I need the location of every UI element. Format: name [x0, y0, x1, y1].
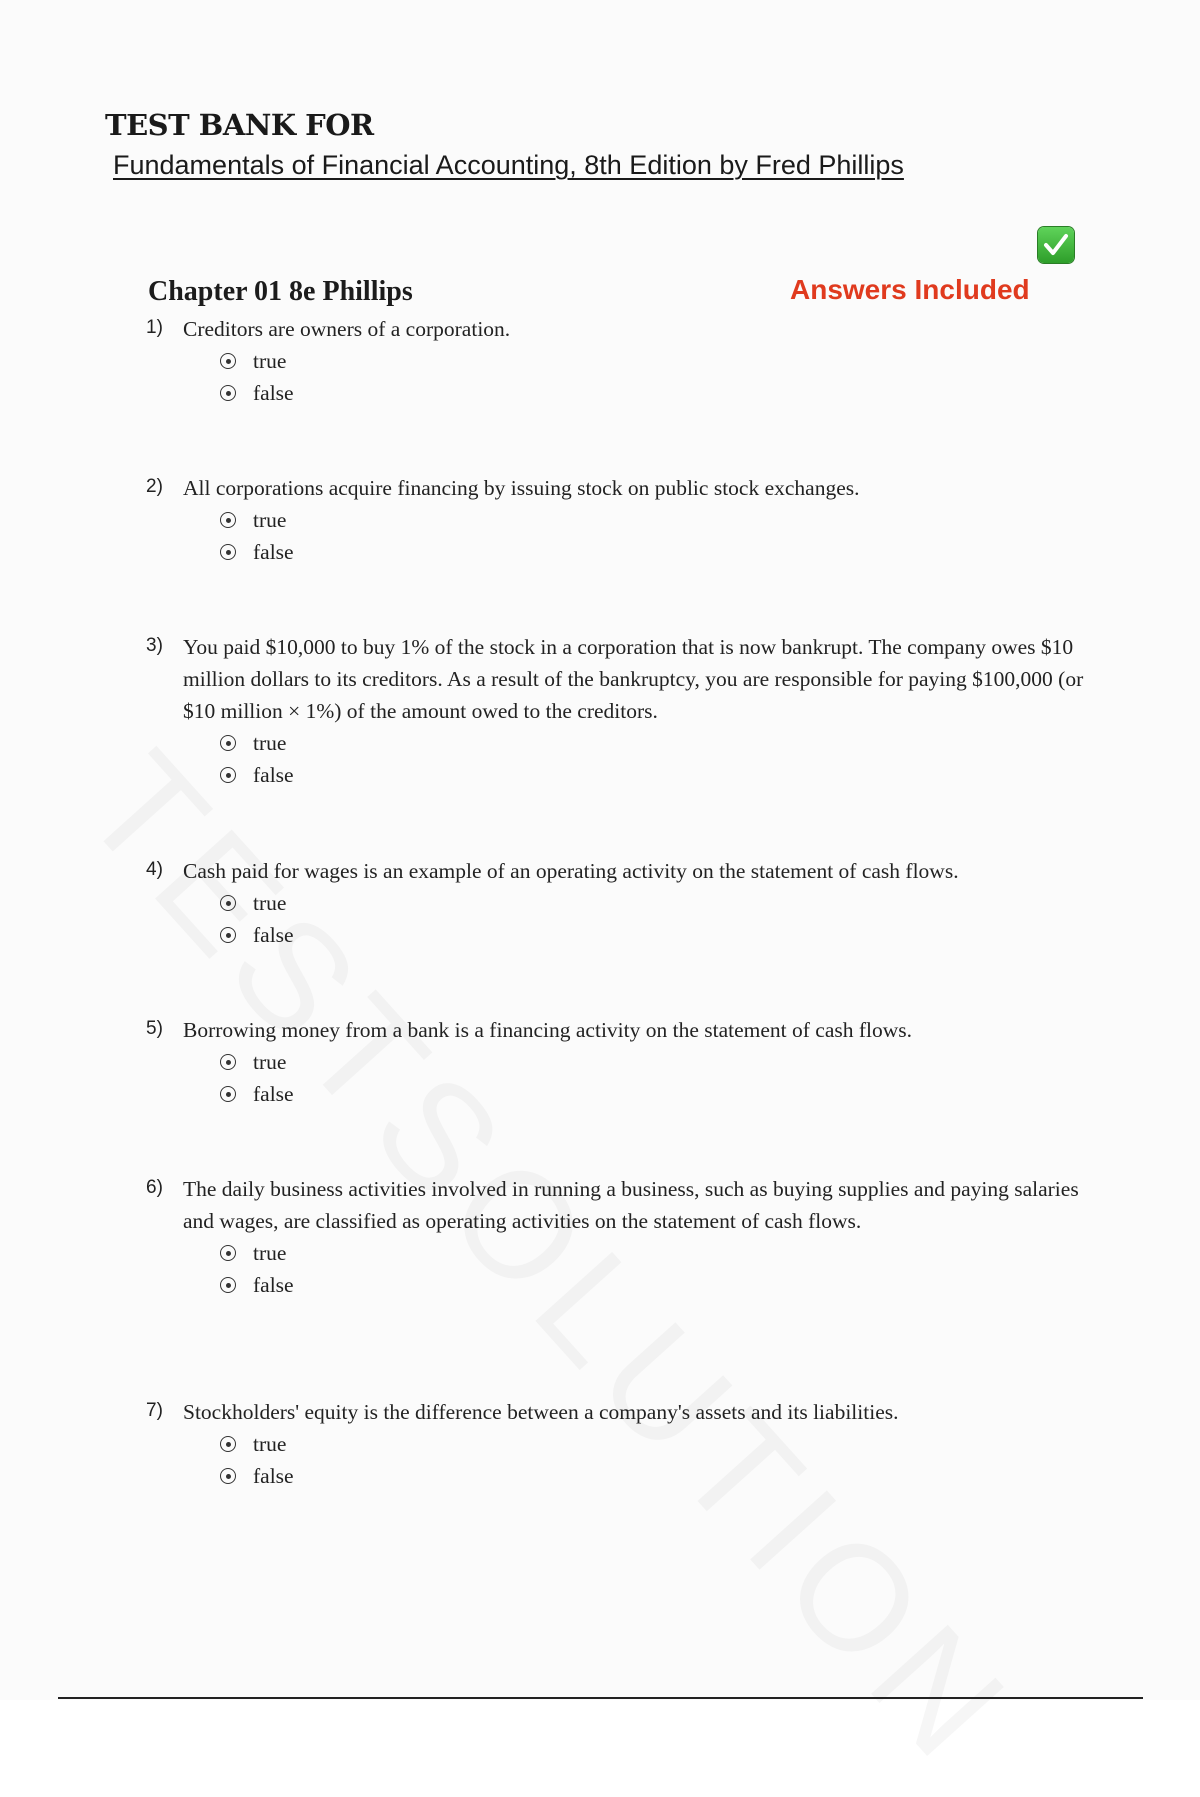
option-false[interactable]	[220, 377, 1096, 409]
radio-button-icon[interactable]	[220, 735, 236, 751]
radio-button-icon[interactable]	[220, 927, 236, 943]
option-label: true	[253, 1240, 287, 1265]
radio-button-icon[interactable]	[220, 1468, 236, 1484]
option-true[interactable]	[220, 1428, 1096, 1460]
question-number: 5)	[146, 1018, 163, 1039]
option-label: true	[253, 348, 287, 373]
option-true[interactable]	[220, 887, 1096, 919]
chapter-title: Chapter 01 8e Phillips	[148, 276, 413, 307]
radio-button-icon[interactable]	[220, 385, 236, 401]
question-number: 3)	[146, 635, 163, 656]
answer-options	[220, 887, 1096, 951]
question-number: 7)	[146, 1400, 163, 1421]
question-text: You paid $10,000 to buy 1% of the stock in a corporation that is now bankrupt. The company owes $10 million dollars to its creditors. As a result of the bankruptcy, you are responsible for paying $100,000 (or $10 million × 1%) of the amount owed to the creditors.	[183, 635, 1084, 723]
option-label: false	[253, 1081, 294, 1106]
answer-options	[220, 345, 1096, 409]
option-label: false	[253, 539, 294, 564]
radio-button-icon[interactable]	[220, 1245, 236, 1261]
question-number: 2)	[146, 476, 163, 497]
radio-button-icon[interactable]	[220, 1436, 236, 1452]
question-text: Creditors are owners of a corporation.	[183, 317, 511, 341]
option-label: true	[253, 507, 287, 532]
option-label: false	[253, 762, 294, 787]
document-header-title: TEST BANK FOR	[105, 108, 374, 142]
question-number: 1)	[146, 317, 163, 338]
question-number: 4)	[146, 859, 163, 880]
answers-included-note: Answers Included	[790, 274, 1030, 305]
option-label: true	[253, 890, 287, 915]
footer-divider	[58, 1697, 1143, 1699]
radio-button-icon[interactable]	[220, 1054, 236, 1070]
option-label: false	[253, 1463, 294, 1488]
question-item	[146, 472, 1096, 568]
question-item	[146, 631, 1096, 791]
option-true[interactable]	[220, 504, 1096, 536]
question-item	[146, 855, 1096, 951]
question-text: The daily business activities involved in running a business, such as buying supplies and paying salaries and wages, are classified as operating activities on the statement of cash flows.	[183, 1177, 1079, 1233]
option-true[interactable]	[220, 1237, 1096, 1269]
answer-options	[220, 504, 1096, 568]
check-mark-icon	[1038, 227, 1074, 263]
answer-options	[220, 727, 1096, 791]
radio-button-icon[interactable]	[220, 1086, 236, 1102]
radio-button-icon[interactable]	[220, 544, 236, 560]
question-text: Cash paid for wages is an example of an operating activity on the statement of cash flows.	[183, 859, 959, 883]
question-item	[146, 1173, 1096, 1301]
radio-button-icon[interactable]	[220, 895, 236, 911]
question-item	[146, 1014, 1096, 1110]
option-false[interactable]	[220, 759, 1096, 791]
radio-button-icon[interactable]	[220, 767, 236, 783]
document-header-subtitle: Fundamentals of Financial Accounting, 8th Edition by Fred Phillips	[113, 150, 904, 180]
option-false[interactable]	[220, 1460, 1096, 1492]
option-label: false	[253, 380, 294, 405]
option-true[interactable]	[220, 727, 1096, 759]
option-true[interactable]	[220, 345, 1096, 377]
option-false[interactable]	[220, 919, 1096, 951]
question-item	[146, 313, 1096, 409]
option-label: false	[253, 1272, 294, 1297]
option-false[interactable]	[220, 1078, 1096, 1110]
answer-options	[220, 1237, 1096, 1301]
radio-button-icon[interactable]	[220, 353, 236, 369]
radio-button-icon[interactable]	[220, 512, 236, 528]
option-label: true	[253, 1049, 287, 1074]
option-false[interactable]	[220, 1269, 1096, 1301]
option-label: false	[253, 922, 294, 947]
option-label: true	[253, 1431, 287, 1456]
question-item	[146, 1396, 1096, 1492]
answer-options	[220, 1046, 1096, 1110]
question-text: Borrowing money from a bank is a financing activity on the statement of cash flows.	[183, 1018, 913, 1042]
answer-options	[220, 1428, 1096, 1492]
option-false[interactable]	[220, 536, 1096, 568]
option-true[interactable]	[220, 1046, 1096, 1078]
option-label: true	[253, 730, 287, 755]
radio-button-icon[interactable]	[220, 1277, 236, 1293]
question-text: All corporations acquire financing by issuing stock on public stock exchanges.	[183, 476, 860, 500]
question-text: Stockholders' equity is the difference between a company's assets and its liabilities.	[183, 1400, 899, 1424]
question-number: 6)	[146, 1177, 163, 1198]
